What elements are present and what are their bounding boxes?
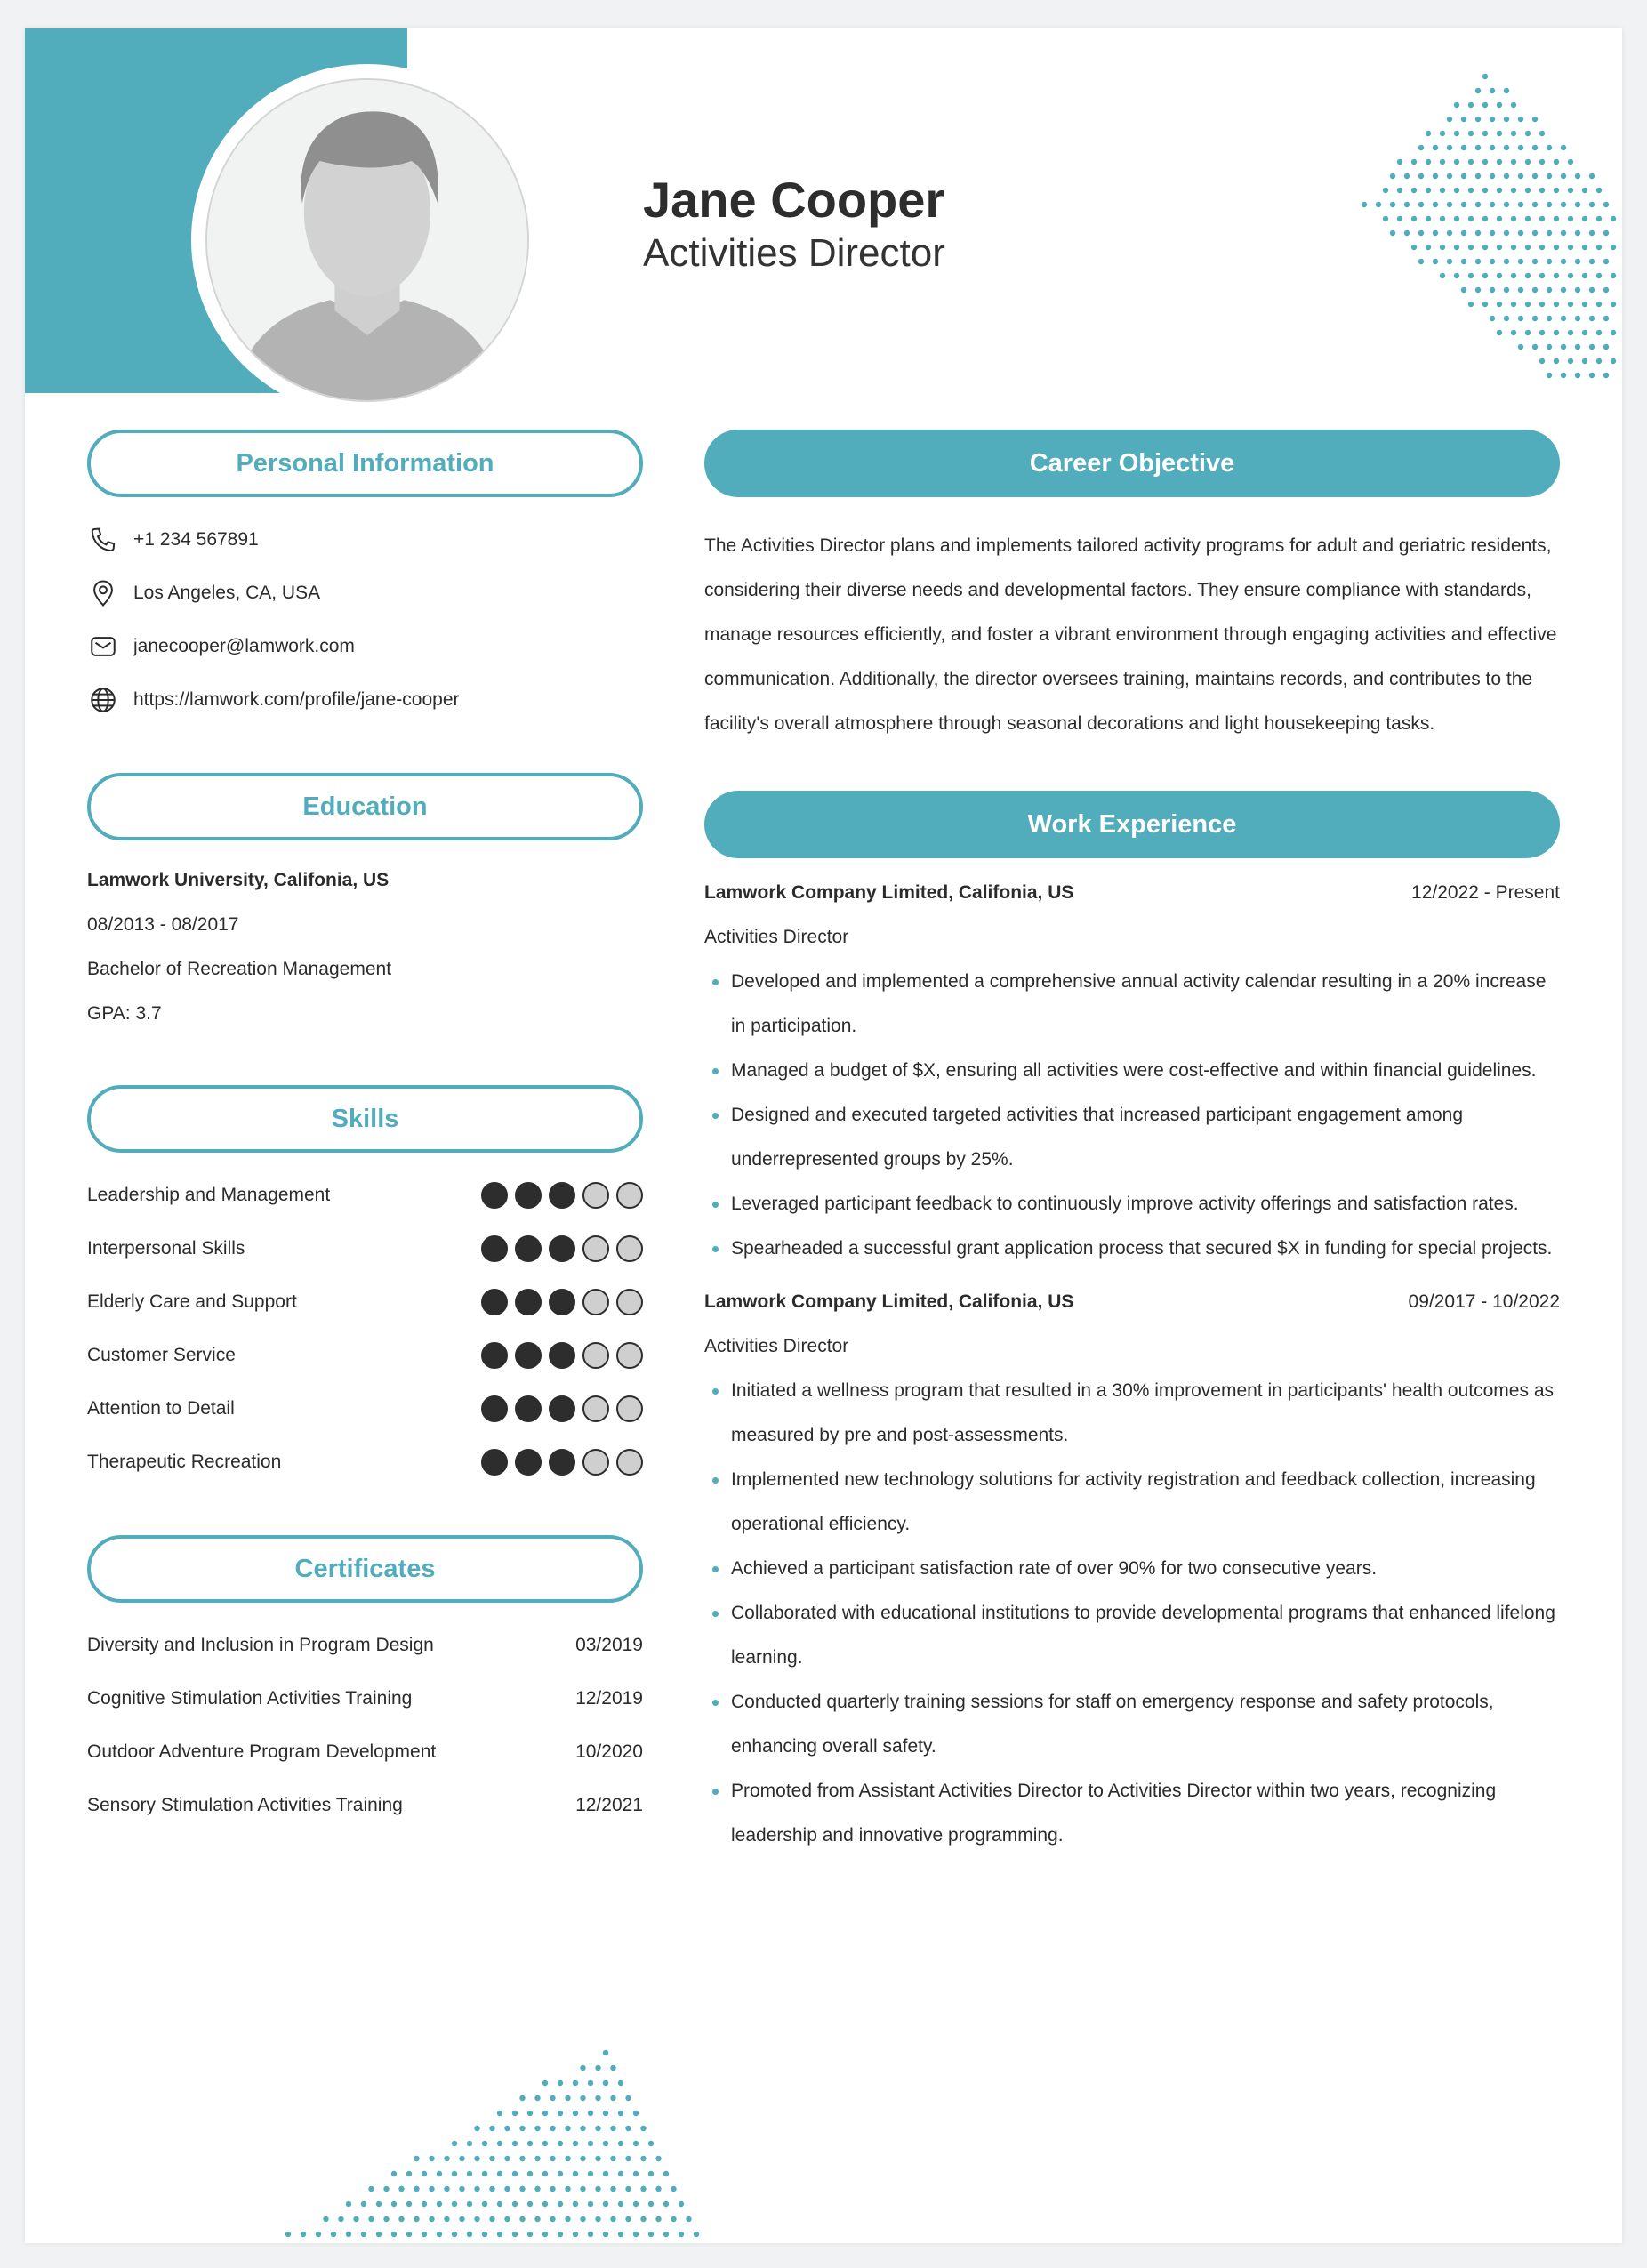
candidate-title: Activities Director xyxy=(643,231,945,275)
certificates-heading: Certificates xyxy=(87,1535,643,1603)
resume-page xyxy=(25,28,1622,2243)
certificates-list xyxy=(87,1619,643,1832)
avatar-placeholder-icon xyxy=(207,80,527,400)
rating-dot-filled xyxy=(549,1289,575,1315)
contact-phone xyxy=(87,513,643,567)
rating-dot-filled xyxy=(515,1342,542,1369)
job-entry xyxy=(704,1280,1560,1858)
skill-rating xyxy=(481,1182,643,1209)
career-objective-heading: Career Objective xyxy=(704,430,1560,497)
rating-dot-empty xyxy=(616,1235,643,1262)
education-school: Lamwork University, Califonia, US xyxy=(87,870,390,890)
certificate-name: Cognitive Stimulation Activities Training xyxy=(87,1688,413,1709)
job-bullet: Collaborated with educational institutions to provide developmental programs that enhanced lifelong learning. xyxy=(704,1591,1560,1680)
certificate-row xyxy=(87,1725,643,1779)
contact-website xyxy=(87,673,643,727)
skill-row xyxy=(87,1169,643,1222)
education-degree: Bachelor of Recreation Management xyxy=(87,959,392,979)
certificate-date: 03/2019 xyxy=(575,1635,643,1655)
job-dates: 09/2017 - 10/2022 xyxy=(1408,1291,1560,1312)
rating-dot-filled xyxy=(515,1395,542,1422)
certificate-row xyxy=(87,1779,643,1832)
skill-row xyxy=(87,1382,643,1436)
avatar xyxy=(205,78,529,402)
job-company: Lamwork Company Limited, Califonia, US xyxy=(704,882,1074,903)
rating-dot-filled xyxy=(515,1289,542,1315)
envelope-icon xyxy=(87,631,119,663)
certificate-row xyxy=(87,1672,643,1725)
skill-name: Attention to Detail xyxy=(87,1398,235,1419)
job-header xyxy=(704,1280,1560,1324)
phone-text: +1 234 567891 xyxy=(133,529,259,550)
rating-dot-filled xyxy=(481,1289,508,1315)
rating-dot-filled xyxy=(481,1449,508,1476)
jobs-list xyxy=(704,871,1560,1858)
job-header xyxy=(704,871,1560,915)
skills-list xyxy=(87,1169,643,1489)
rating-dot-empty xyxy=(616,1395,643,1422)
education-dates: 08/2013 - 08/2017 xyxy=(87,914,239,935)
skills-heading: Skills xyxy=(87,1085,643,1153)
job-bullet: Developed and implemented a comprehensive annual activity calendar resulting in a 20% increase in participation. xyxy=(704,960,1560,1049)
location-pin-icon xyxy=(87,577,119,609)
certificate-name: Sensory Stimulation Activities Training xyxy=(87,1795,403,1815)
skill-rating xyxy=(481,1449,643,1476)
personal-info-heading: Personal Information xyxy=(87,430,643,497)
job-bullet: Designed and executed targeted activities that increased participant engagement among underrepresented groups by 25%. xyxy=(704,1093,1560,1182)
rating-dot-empty xyxy=(616,1289,643,1315)
rating-dot-filled xyxy=(481,1395,508,1422)
rating-dot-empty xyxy=(582,1182,609,1209)
job-role: Activities Director xyxy=(704,1336,849,1356)
education-heading: Education xyxy=(87,773,643,840)
certificate-date: 12/2021 xyxy=(575,1795,643,1815)
skill-rating xyxy=(481,1395,643,1422)
skill-rating xyxy=(481,1289,643,1315)
job-bullets xyxy=(704,960,1560,1271)
right-column xyxy=(704,430,1560,1858)
skill-name: Leadership and Management xyxy=(87,1185,331,1205)
skill-name: Interpersonal Skills xyxy=(87,1238,245,1259)
contact-location xyxy=(87,567,643,620)
rating-dot-filled xyxy=(549,1182,575,1209)
rating-dot-empty xyxy=(582,1342,609,1369)
rating-dot-filled xyxy=(549,1449,575,1476)
skill-row xyxy=(87,1329,643,1382)
job-bullet: Conducted quarterly training sessions for staff on emergency response and safety protocols, enhancing overall safety. xyxy=(704,1680,1560,1769)
skill-name: Elderly Care and Support xyxy=(87,1291,297,1312)
rating-dot-filled xyxy=(549,1235,575,1262)
job-entry xyxy=(704,871,1560,1271)
job-bullet: Implemented new technology solutions for activity registration and feedback collection, increasing operational efficiency. xyxy=(704,1458,1560,1547)
rating-dot-empty xyxy=(582,1289,609,1315)
left-column xyxy=(87,430,643,1832)
rating-dot-empty xyxy=(582,1235,609,1262)
skill-rating xyxy=(481,1342,643,1369)
email-text: janecooper@lamwork.com xyxy=(133,636,355,656)
rating-dot-filled xyxy=(549,1342,575,1369)
job-bullet: Achieved a participant satisfaction rate of over 90% for two consecutive years. xyxy=(704,1547,1560,1591)
certificate-name: Diversity and Inclusion in Program Design xyxy=(87,1635,434,1655)
certificate-date: 12/2019 xyxy=(575,1688,643,1709)
rating-dot-filled xyxy=(481,1235,508,1262)
skill-row xyxy=(87,1275,643,1329)
globe-icon xyxy=(87,684,119,716)
decorative-dot-pattern-top xyxy=(1359,28,1622,384)
certificate-date: 10/2020 xyxy=(575,1741,643,1762)
rating-dot-empty xyxy=(616,1449,643,1476)
job-bullets xyxy=(704,1369,1560,1858)
skill-rating xyxy=(481,1235,643,1262)
job-bullet: Leveraged participant feedback to continuously improve activity offerings and satisfaction rates. xyxy=(704,1182,1560,1226)
skill-row xyxy=(87,1436,643,1489)
job-dates: 12/2022 - Present xyxy=(1411,882,1560,903)
rating-dot-filled xyxy=(481,1342,508,1369)
rating-dot-filled xyxy=(515,1182,542,1209)
location-text: Los Angeles, CA, USA xyxy=(133,583,321,603)
website-text: https://lamwork.com/profile/jane-cooper xyxy=(133,689,460,710)
job-bullet: Promoted from Assistant Activities Director to Activities Director within two years, recognizing leadership and innovative programming. xyxy=(704,1769,1560,1858)
phone-icon xyxy=(87,524,119,556)
certificate-name: Outdoor Adventure Program Development xyxy=(87,1741,437,1762)
job-role: Activities Director xyxy=(704,927,849,947)
skill-row xyxy=(87,1222,643,1275)
skill-name: Therapeutic Recreation xyxy=(87,1452,282,1472)
certificate-row xyxy=(87,1619,643,1672)
rating-dot-empty xyxy=(582,1449,609,1476)
skill-name: Customer Service xyxy=(87,1345,236,1365)
job-bullet: Spearheaded a successful grant application process that secured $X in funding for special projects. xyxy=(704,1226,1560,1271)
rating-dot-filled xyxy=(515,1235,542,1262)
education-gpa: GPA: 3.7 xyxy=(87,1003,162,1024)
job-bullet: Managed a budget of $X, ensuring all activities were cost-effective and within financial guidelines. xyxy=(704,1049,1560,1093)
rating-dot-filled xyxy=(515,1449,542,1476)
career-objective-text: The Activities Director plans and implements tailored activity programs for adult and geriatric residents, considering their diverse needs and developmental factors. They ensure compliance with standards, manage resources efficiently, and foster a vibrant environment through engaging activities and effective communication. Additionally, the director oversees training, maintains records, and contributes to the facility's overall atmosphere through seasonal decorations and light housekeeping tasks. xyxy=(704,535,1557,734)
rating-dot-filled xyxy=(481,1182,508,1209)
job-bullet: Initiated a wellness program that resulted in a 30% improvement in participants' health outcomes as measured by pre and post-assessments. xyxy=(704,1369,1560,1458)
decorative-dot-pattern-bottom xyxy=(283,2047,727,2243)
work-experience-heading: Work Experience xyxy=(704,791,1560,858)
contact-email xyxy=(87,620,643,673)
candidate-name: Jane Cooper xyxy=(643,172,945,228)
rating-dot-empty xyxy=(616,1342,643,1369)
rating-dot-empty xyxy=(616,1182,643,1209)
rating-dot-empty xyxy=(582,1395,609,1422)
rating-dot-filled xyxy=(549,1395,575,1422)
job-company: Lamwork Company Limited, Califonia, US xyxy=(704,1291,1074,1312)
